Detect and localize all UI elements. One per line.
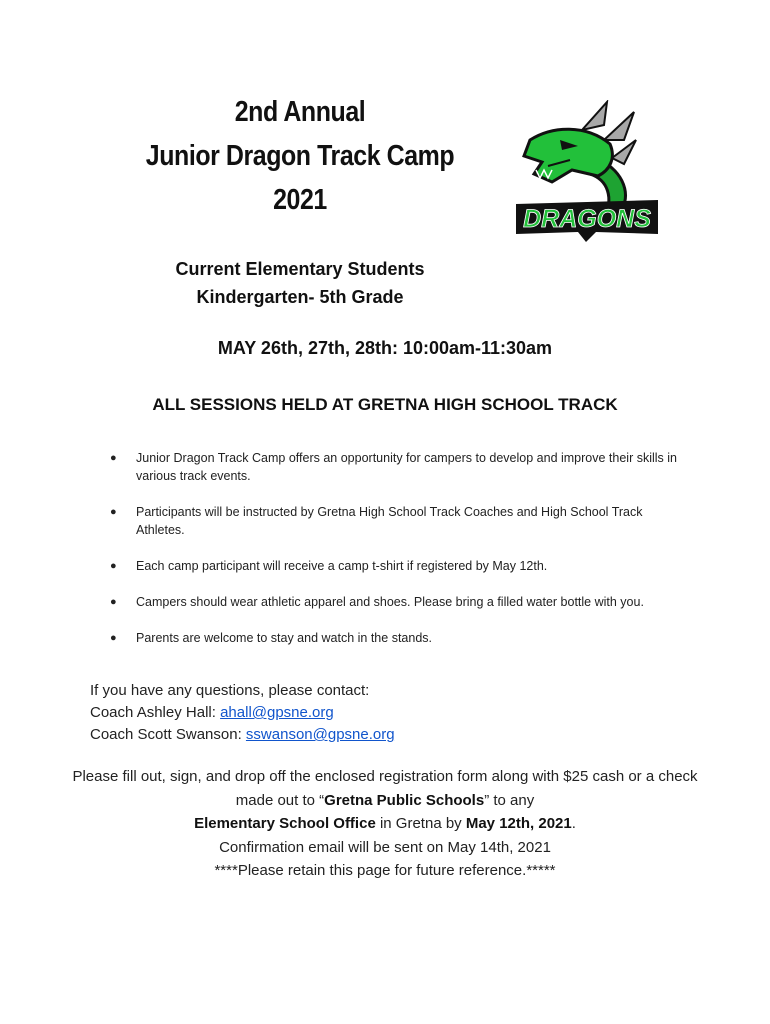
confirmation-note: Confirmation email will be sent on May 14th, 2021	[219, 838, 551, 856]
list-item-text: Junior Dragon Track Camp offers an opportunity for campers to develop and improve their skills in various track events.	[136, 451, 677, 483]
registration-text-2: ” to any	[484, 791, 535, 809]
office-name: Elementary School Office	[194, 815, 376, 832]
title-line-3: 2021	[273, 184, 327, 216]
registration-paragraph	[60, 765, 710, 836]
registration-text-3: in Gretna by	[375, 815, 466, 832]
info-list	[108, 449, 688, 647]
coach-hall-email-link[interactable]: ahall@gpsne.org	[220, 704, 334, 721]
audience	[120, 255, 480, 311]
list-item	[108, 593, 688, 611]
list-item	[108, 449, 688, 485]
coach-swanson-label: Coach Scott Swanson:	[90, 726, 246, 743]
list-item	[108, 629, 688, 647]
list-item	[108, 503, 688, 539]
dragon-head-icon	[524, 102, 636, 218]
retain-note: ****Please retain this page for future reference.*****	[214, 862, 556, 879]
bullet-icon: ●	[110, 452, 117, 464]
logo-wordmark-text: DRAGONS	[523, 205, 651, 233]
list-item-text: Participants will be instructed by Gretna High School Track Coaches and High School Track Athletes.	[136, 505, 643, 537]
contact-section	[90, 680, 690, 746]
list-item-text: Campers should wear athletic apparel and shoes. Please bring a filled water bottle with you.	[136, 595, 644, 609]
camp-location: ALL SESSIONS HELD AT GRETNA HIGH SCHOOL TRACK	[152, 395, 618, 414]
bullet-icon: ●	[110, 560, 117, 572]
registration-instructions	[60, 765, 710, 883]
contact-coach-swanson	[90, 724, 690, 746]
title-line-2: Junior Dragon Track Camp	[145, 140, 455, 172]
audience-line-1: Current Elementary Students	[175, 259, 425, 279]
dragons-wordmark	[516, 200, 658, 242]
audience-line-2: Kindergarten- 5th Grade	[196, 287, 404, 307]
list-item	[108, 557, 688, 575]
page-title	[128, 90, 472, 222]
bullet-icon: ●	[110, 506, 117, 518]
coach-hall-label: Coach Ashley Hall:	[90, 704, 221, 721]
payee-name: Gretna Public Schools	[324, 791, 485, 809]
registration-deadline: May 12th, 2021	[465, 815, 572, 832]
registration-text-4: .	[571, 815, 576, 832]
title-line-1: 2nd Annual	[234, 96, 366, 128]
bullet-icon: ●	[110, 632, 117, 644]
bullet-icon: ●	[110, 596, 117, 608]
list-item-text: Parents are welcome to stay and watch in the stands.	[136, 631, 432, 645]
camp-dates: MAY 26th, 27th, 28th: 10:00am-11:30am	[217, 338, 553, 358]
registration-text-1: Please fill out, sign, and drop off the enclosed registration form along with $25 cash or a check made out to “	[72, 768, 698, 809]
list-item-text: Each camp participant will receive a camp t-shirt if registered by May 12th.	[136, 559, 548, 573]
dragons-logo	[512, 100, 662, 245]
coach-swanson-email-link[interactable]: sswanson@gpsne.org	[245, 726, 395, 743]
contact-intro: If you have any questions, please contact:	[90, 682, 370, 699]
contact-coach-hall	[90, 702, 690, 724]
